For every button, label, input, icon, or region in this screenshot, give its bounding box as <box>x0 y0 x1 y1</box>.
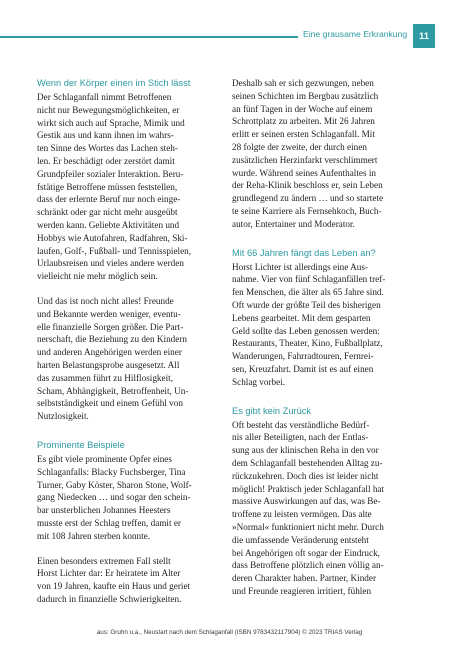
text-line: Einen besonders extremen Fall stellt <box>37 555 171 566</box>
text-line: dass Betroffene plötzlich einen völlig an- <box>232 560 384 571</box>
text-line: nis aller Beteiligten, nach der Entlas- <box>232 432 369 443</box>
text-line: fen Menschen, die älter als 65 Jahre sind. <box>232 287 384 298</box>
text-line: harten Belastungsprobe ausgesetzt. All <box>37 359 180 370</box>
text-line: troffene zu leisten vermögen. Das alte <box>232 509 372 520</box>
left-column <box>37 77 232 606</box>
text-line: Der Schlaganfall nimmt Betroffenen <box>37 92 172 102</box>
text-line: dass der erlernte Beruf nur noch einge- <box>37 194 181 205</box>
text-line: Nutzlosigkeit. <box>37 411 89 422</box>
text-line: nerschaft, die Beziehung zu den Kindern <box>37 334 188 345</box>
text-line: 28 folgte der zweite, der durch einen <box>232 141 367 152</box>
text-line: len. Er beschädigt oder zerstört damit <box>37 155 175 166</box>
text-line: rückzukehren. Doch dies ist leider nicht <box>232 470 379 481</box>
text-line: laufen, Golf-, Fußball- und Tennisspielen, <box>37 245 192 256</box>
text-line: seinen Schichten im Bergbau zusätzlich <box>232 90 379 101</box>
page-footer-citation: aus: Gruhn u.a., Neustart nach dem Schlaganfall (ISBN 9783432117904) © 2023 TRIAS Verlag <box>96 629 363 636</box>
text-line: Scham, Abhängigkeit, Betroffenheit, Un- <box>37 385 189 396</box>
text-line: die umfassende Veränderung entsteht <box>232 534 369 545</box>
text-line: fstätige Betroffene müssen feststellen, <box>37 181 178 192</box>
text-line: Es gibt viele prominente Opfer eines <box>37 453 172 464</box>
text-line: Grundpfeiler sozialer Interaktion. Beru- <box>37 168 184 179</box>
text-line: ten Sinne des Wortes das Lachen steh- <box>37 143 178 154</box>
text-line: sen, Kreuzfahrt. Damit ist es auf einen <box>232 363 374 374</box>
text-line: Schlag vorbei. <box>232 376 286 387</box>
running-title: Eine grausame Erkrankung <box>303 29 408 39</box>
paragraph <box>37 295 232 423</box>
text-line: autor, Entertainer und Moderator. <box>232 218 355 229</box>
text-line: Schrottplatz zu arbeiten. Mit 26 Jahren <box>232 116 375 127</box>
text-line: bar unsterblichen Johannes Heesters <box>37 505 171 516</box>
text-line: »Normal« funktioniert nicht mehr. Durch <box>232 521 384 532</box>
text-line: elle finanzielle Sorgen größer. Die Part- <box>37 321 184 332</box>
text-line: sung aus der klinischen Reha in den vor <box>232 445 379 456</box>
paragraph <box>232 261 427 389</box>
text-line: der Reha-Klinik beschloss er, sein Leben <box>232 180 383 191</box>
text-line: möglich! Praktisch jeder Schlaganfall hat <box>232 483 385 494</box>
text-line: Deshalb sah er sich gezwungen, neben <box>232 78 374 88</box>
text-line: deren Charakter haben. Partner, Kinder <box>232 573 377 584</box>
text-line: massive Auswirkungen auf das, was Be- <box>232 496 381 507</box>
section-heading: Prominente Beispiele <box>37 439 125 450</box>
paragraph <box>232 77 427 231</box>
text-line: te seine Karriere als Fernsehkoch, Buch- <box>232 205 382 216</box>
text-line: Geld sollte das Leben genossen werden: <box>232 325 380 336</box>
text-line: bei Angehörigen oft sogar der Eindruck, <box>232 547 380 558</box>
paragraph <box>37 453 232 543</box>
text-line: von 19 Jahren, kaufte ein Haus und geriet <box>37 581 191 592</box>
text-line: nicht nur Bewegungsmöglichkeiten, er <box>37 104 180 115</box>
paragraph <box>37 555 232 606</box>
text-line: musste erst der Schlag treffen, damit er <box>37 517 181 528</box>
text-line: Und das ist noch nicht alles! Freunde <box>37 295 174 306</box>
text-line: selbstständigkeit und einem Gefühl von <box>37 398 183 409</box>
text-line: und Freunde reagieren irritiert, fühlen <box>232 585 372 596</box>
text-line: erlitt er seinen ersten Schlaganfall. Mit <box>232 129 375 140</box>
text-line: Lebens gearbeitet. Mit dem gesparten <box>232 312 371 323</box>
text-line: und anderen Angehörigen werden einer <box>37 347 182 358</box>
section-heading: Es gibt kein Zurück <box>232 405 312 416</box>
page-header <box>0 24 459 48</box>
text-line: Oft besteht das verständliche Bedürf- <box>232 419 370 430</box>
text-line: wurde. Während seines Aufenthaltes in <box>232 167 376 178</box>
text-line: und Bekannte werden weniger, eventu- <box>37 308 181 319</box>
text-line: Urlaubsreisen und vieles andere werden <box>37 258 184 269</box>
text-line: Restaurants, Theater, Kino, Fußballplatz, <box>232 338 383 349</box>
text-line: mit 108 Jahren sterben konnte. <box>37 530 151 541</box>
text-line: Horst Lichter dar: Er heiratete im Alter <box>37 568 181 579</box>
text-line: grundlegend zu ändern … und so startete <box>232 193 384 204</box>
text-line: vielleicht nie mehr möglich sein. <box>37 271 158 282</box>
text-line: Gestik aus und kann ihnen im wahrs- <box>37 130 174 141</box>
text-line: werden kann. Geliebte Aktivitäten und <box>37 219 180 230</box>
paragraph <box>37 91 232 283</box>
right-column <box>232 77 427 598</box>
text-line: wirkt sich auch auf Sprache, Mimik und <box>37 117 185 128</box>
text-line: zusätzlichen Herzinfarkt verschlimmert <box>232 154 378 165</box>
header-rule <box>0 36 298 38</box>
text-line: das zusammen führt zu Hilflosigkeit, <box>37 372 173 383</box>
text-line: Hobbys wie Autofahren, Radfahren, Ski- <box>37 232 188 243</box>
page-number-badge: 11 <box>413 24 435 48</box>
text-line: an fünf Tagen in der Woche auf einem <box>232 103 373 114</box>
text-line: dadurch in finanzielle Schwierigkeiten. <box>37 593 182 604</box>
text-line: Schlaganfalls: Blacky Fuchsberger, Tina <box>37 466 186 477</box>
section-heading: Mit 66 Jahren fängt das Leben an? <box>232 247 376 258</box>
text-line: dem Schlaganfall bestehenden Alltag zu- <box>232 457 383 468</box>
text-line: Turner, Gaby Köster, Sharon Stone, Wolf- <box>37 479 192 490</box>
text-line: schränkt oder gar nicht mehr ausgeübt <box>37 207 178 218</box>
text-line: Horst Lichter ist allerdings eine Aus- <box>232 261 368 272</box>
text-line: gang Niedecken … und sogar den schein- <box>37 492 191 503</box>
paragraph <box>232 419 427 598</box>
text-line: Oft wurde der größte Teil des bisherigen <box>232 299 381 310</box>
text-line: Wanderungen, Fahrradtouren, Fernrei- <box>232 351 374 362</box>
section-heading: Wenn der Körper einen im Stich lässt <box>37 78 191 88</box>
text-line: nahme. Vier von fünf Schlaganfällen tref- <box>232 274 386 285</box>
